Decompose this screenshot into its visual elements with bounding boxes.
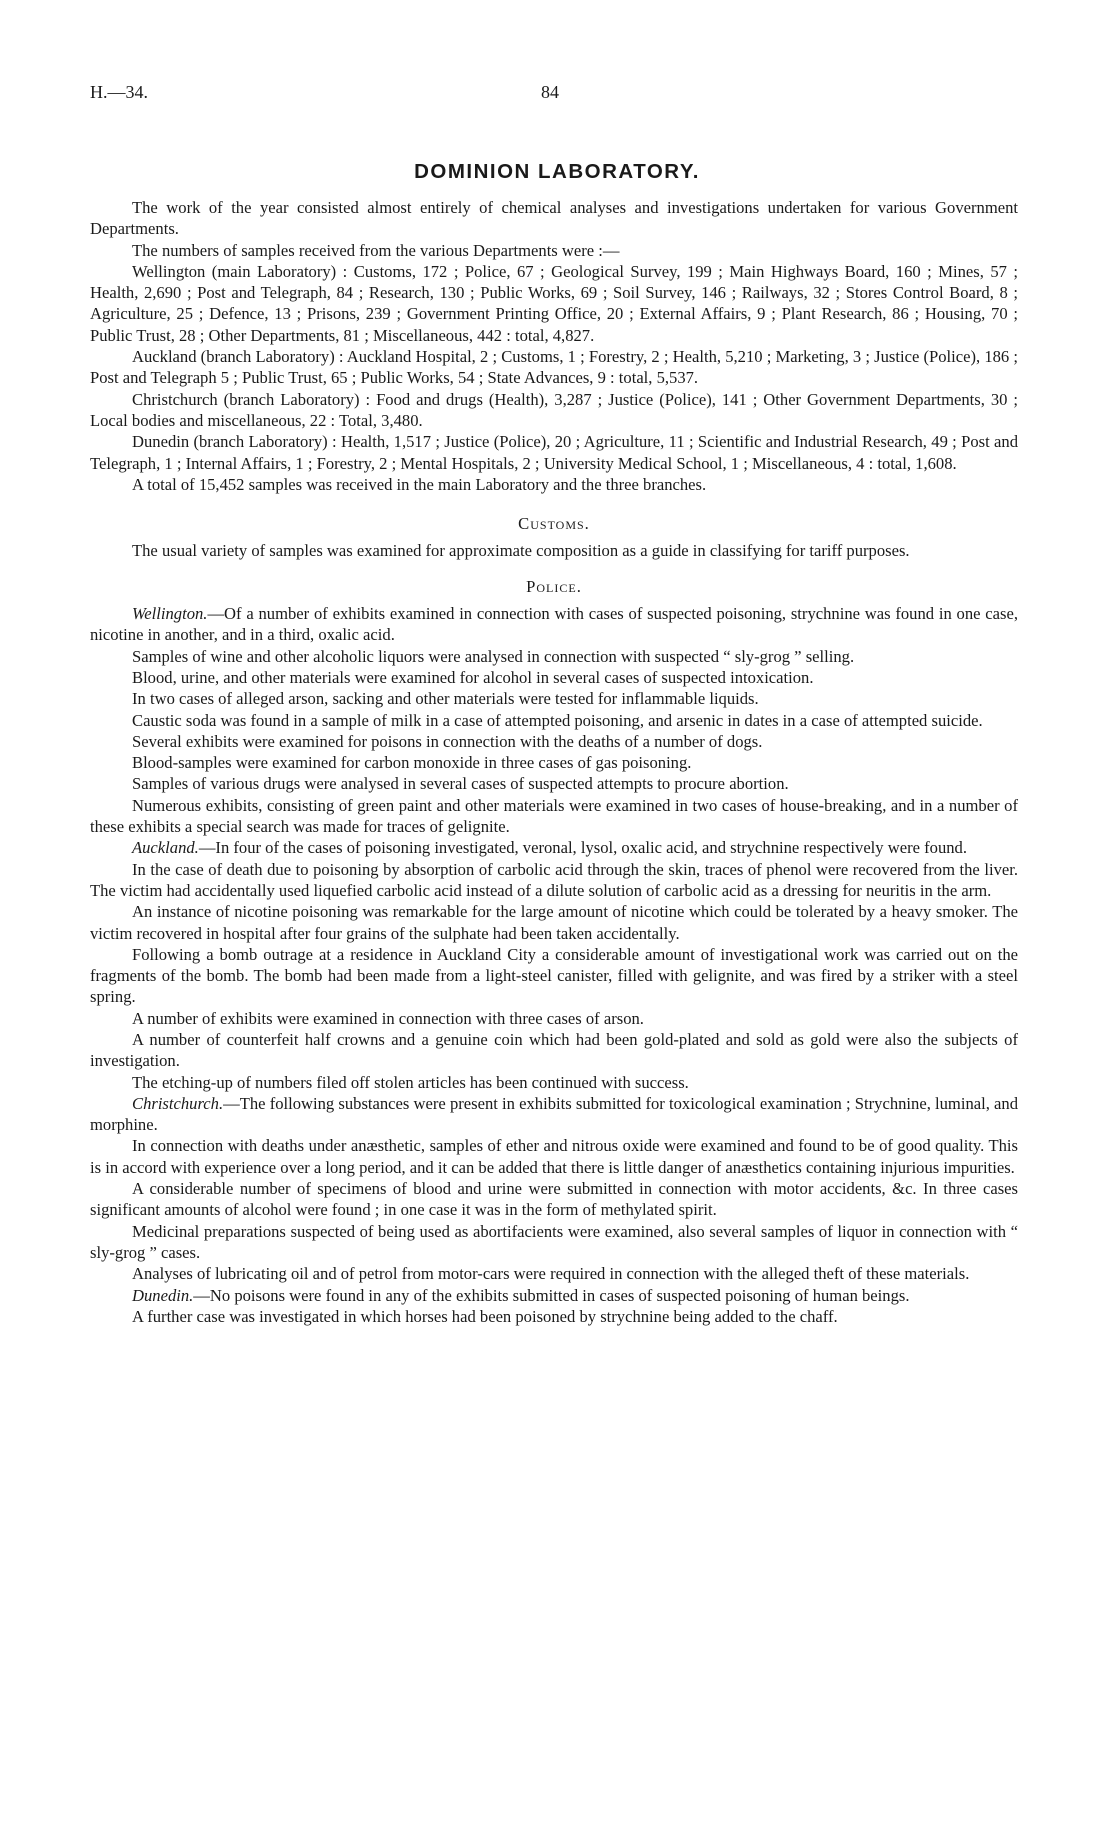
paragraph [90, 603, 1018, 646]
paragraph: Following a bomb outrage at a residence in Auckland City a considerable amount of investigational work was carried out on the fragments of the bomb. The bomb had been made from a light-steel canister, filled with gelignite, and was fired by a striker with a steel spring. [90, 944, 1018, 1007]
paragraph [90, 1093, 1018, 1136]
paragraph-text: —No poisons were found in any of the exhibits submitted in cases of suspected poisoning of human beings. [193, 1285, 910, 1305]
paragraph: A further case was investigated in which horses had been poisoned by strychnine being added to the chaff. [132, 1306, 838, 1326]
page-header [90, 82, 1024, 106]
place-label: Auckland. [132, 838, 199, 858]
paragraph [90, 1285, 1018, 1306]
paragraph: In the case of death due to poisoning by absorption of carbolic acid through the skin, traces of phenol were recovered from the liver. The victim had accidentally used liquefied carbolic acid instead of a dilute solution of carbolic acid as a dressing for neuritis in the arm. [90, 859, 1018, 900]
paragraph: Dunedin (branch Laboratory) : Health, 1,517 ; Justice (Police), 20 ; Agriculture, 11 ; Scientific and Industrial Research, 49 ; Post and Telegraph, 1 ; Internal Affairs, 1 ; Forestry, 2 ; Mental Hospitals, 2 ; University Medical School, 1 ; Miscellaneous, 4 : total, 1,608. [90, 432, 1018, 473]
document-reference: H.—34. [90, 82, 148, 102]
paragraph: In two cases of alleged arson, sacking and other materials were tested for inflammable liquids. [132, 689, 759, 709]
paragraph-text: —The following substances were present in exhibits submitted for toxicological examination ; Strychnine, luminal, and morphine. [90, 1093, 1018, 1135]
paragraph: Numerous exhibits, consisting of green paint and other materials were examined in two cases of house-breaking, and in a number of these exhibits a special search was made for traces of gelignite. [90, 795, 1018, 837]
paragraph: Analyses of lubricating oil and of petrol from motor-cars were required in connection with the alleged theft of these materials. [132, 1264, 970, 1284]
document-body [90, 197, 1018, 1327]
section-heading-customs: Customs. [518, 514, 590, 534]
paragraph: A considerable number of specimens of blood and urine were submitted in connection with motor accidents, &c. In three cases significant amounts of alcohol were found ; in one case it was in the form of methylated spirit. [90, 1179, 1018, 1220]
paragraph: In connection with deaths under anæsthetic, samples of ether and nitrous oxide were examined and found to be of good quality. This is in accord with experience over a long period, and it can be added that there is little danger of anæsthetics containing injurious impurities. [90, 1136, 1018, 1177]
paragraph: Blood, urine, and other materials were examined for alcohol in several cases of suspected intoxication. [132, 667, 814, 687]
paragraph: Wellington (main Laboratory) : Customs, 172 ; Police, 67 ; Geological Survey, 199 ; Main Highways Board, 160 ; Mines, 57 ; Health, 2,690 ; Post and Telegraph, 84 ; Research, 130 ; Public Works, 69 ; Soil Survey, 146 ; Railways, 32 ; Stores Control Board, 8 ; Agriculture, 25 ; Defence, 13 ; Prisons, 239 ; Government Printing Office, 20 ; External Affairs, 9 ; Plant Research, 86 ; Housing, 70 ; Public Trust, 28 ; Other Departments, 81 ; Miscellaneous, 442 : total, 4,827. [90, 261, 1018, 345]
paragraph [90, 837, 1018, 858]
paragraph: The usual variety of samples was examined for approximate composition as a guide in classifying for tariff purposes. [132, 541, 910, 561]
paragraph: The numbers of samples received from the various Departments were :— [132, 240, 620, 260]
paragraph: Christchurch (branch Laboratory) : Food and drugs (Health), 3,287 ; Justice (Police), 141 ; Other Government Departments, 30 ; Local bodies and miscellaneous, 22 : Total, 3,480. [90, 389, 1018, 430]
section-heading-police: Police. [526, 576, 582, 596]
paragraph: A total of 15,452 samples was received in the main Laboratory and the three branches. [132, 474, 707, 494]
place-label: Dunedin. [132, 1285, 194, 1305]
paragraph: The work of the year consisted almost entirely of chemical analyses and investigations undertaken for various Government Departments. [90, 198, 1018, 239]
paragraph: Medicinal preparations suspected of being used as abortifacients were examined, also several samples of liquor in connection with “ sly-grog ” cases. [90, 1221, 1018, 1262]
paragraph: The etching-up of numbers filed off stolen articles has been continued with success. [132, 1072, 689, 1092]
paragraph: Samples of wine and other alcoholic liquors were analysed in connection with suspected “ sly-grog ” selling. [132, 646, 855, 666]
paragraph-text: —Of a number of exhibits examined in connection with cases of suspected poisoning, strychnine was found in one case, nicotine in another, and in a third, oxalic acid. [90, 604, 1018, 645]
paragraph: Samples of various drugs were analysed in several cases of suspected attempts to procure abortion. [132, 774, 789, 794]
paragraph: An instance of nicotine poisoning was remarkable for the large amount of nicotine which could be tolerated by a heavy smoker. The victim recovered in hospital after four grains of the sulphate had been taken accidentally. [90, 902, 1018, 943]
place-label: Wellington. [132, 604, 208, 624]
paragraph: A number of counterfeit half crowns and a genuine coin which had been gold-plated and sold as gold were also the subjects of investigation. [90, 1029, 1018, 1071]
page-number: 84 [541, 82, 559, 102]
paragraph: Auckland (branch Laboratory) : Auckland Hospital, 2 ; Customs, 1 ; Forestry, 2 ; Health, 5,210 ; Marketing, 3 ; Justice (Police), 186 ; Post and Telegraph 5 ; Public Trust, 65 ; Public Works, 54 ; State Advances, 9 : total, 5,537. [90, 347, 1018, 388]
paragraph: Blood-samples were examined for carbon monoxide in three cases of gas poisoning. [132, 753, 692, 773]
place-label: Christchurch. [132, 1093, 224, 1113]
paragraph: Several exhibits were examined for poisons in connection with the deaths of a number of dogs. [132, 731, 763, 751]
page-title: DOMINION LABORATORY. [414, 160, 700, 183]
paragraph: Caustic soda was found in a sample of milk in a case of attempted poisoning, and arsenic in dates in a case of attempted suicide. [132, 710, 983, 730]
paragraph: A number of exhibits were examined in connection with three cases of arson. [132, 1008, 644, 1028]
paragraph-text: —In four of the cases of poisoning investigated, veronal, lysol, oxalic acid, and strychnine respectively were found. [198, 838, 967, 858]
